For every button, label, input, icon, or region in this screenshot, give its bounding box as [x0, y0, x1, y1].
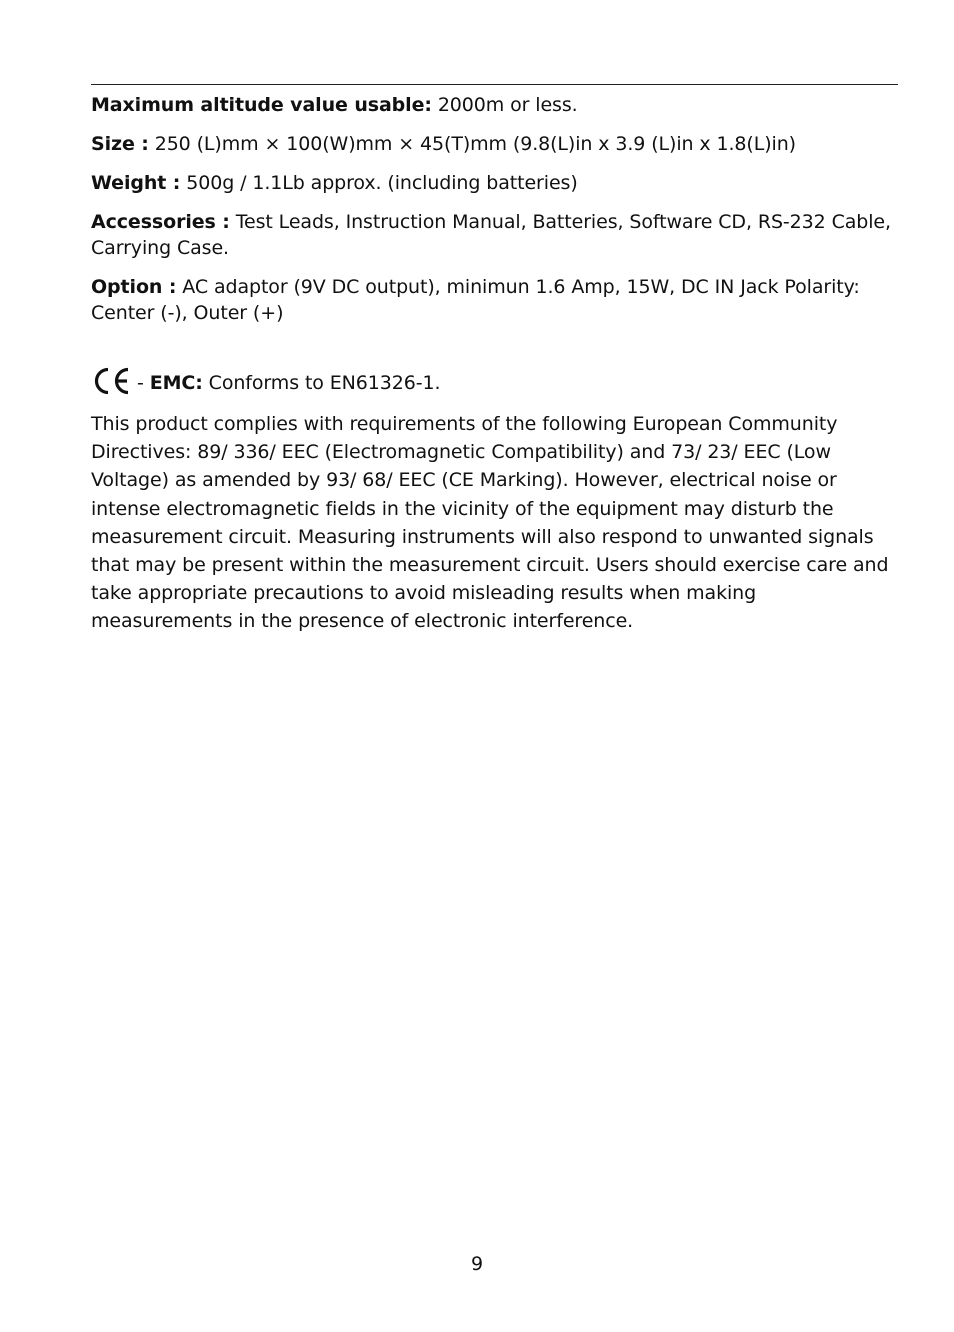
emc-label: EMC:	[149, 372, 203, 394]
spec-label: Weight :	[91, 172, 181, 194]
emc-dash: -	[137, 372, 150, 394]
spec-label: Option :	[91, 276, 177, 298]
spec-label: Maximum altitude value usable:	[91, 94, 432, 116]
spec-value: Test Leads, Instruction Manual, Batteries, Software CD, RS-232 Cable, Carrying Case.	[91, 211, 891, 259]
spec-value: AC adaptor (9V DC output), minimun 1.6 Amp, 15W, DC IN Jack Polarity: Center (-), Outer (+)	[91, 276, 860, 324]
specifications-content	[91, 92, 901, 636]
emc-text	[137, 370, 440, 396]
ce-mark-icon	[91, 366, 133, 396]
spec-value: 250 (L)mm × 100(W)mm × 45(T)mm (9.8(L)in x 3.9 (L)in x 1.8(L)in)	[148, 133, 796, 155]
spec-label: Accessories :	[91, 211, 230, 233]
spec-size	[91, 131, 901, 157]
spec-value: 500g / 1.1Lb approx. (including batteries)	[180, 172, 578, 194]
page-number: 9	[470, 1253, 484, 1275]
spec-accessories	[91, 209, 901, 261]
spec-option	[91, 274, 901, 326]
compliance-paragraph: This product complies with requirements of the following European Community Directives: 89/ 336/ EEC (Electromagnetic Compatibility) and 73/ 23/ EEC (Low Voltage) as amended by 93/ 68/ EEC (CE Marking). However, electrical noise or intense electromagnetic fields in the vicinity of the equipment may disturb the measurement circuit. Measuring instruments will also respond to unwanted signals that may be present within the measurement circuit. Users should exercise care and take appropriate precautions to avoid misleading results when making measurements in the presence of electronic interference.	[91, 413, 889, 633]
spec-altitude	[91, 92, 901, 118]
top-rule	[91, 84, 898, 85]
spec-label: Size :	[91, 133, 149, 155]
emc-statement	[91, 366, 901, 396]
spec-weight	[91, 170, 901, 196]
emc-value: Conforms to EN61326-1.	[202, 372, 441, 394]
spec-value: 2000m or less.	[431, 94, 578, 116]
